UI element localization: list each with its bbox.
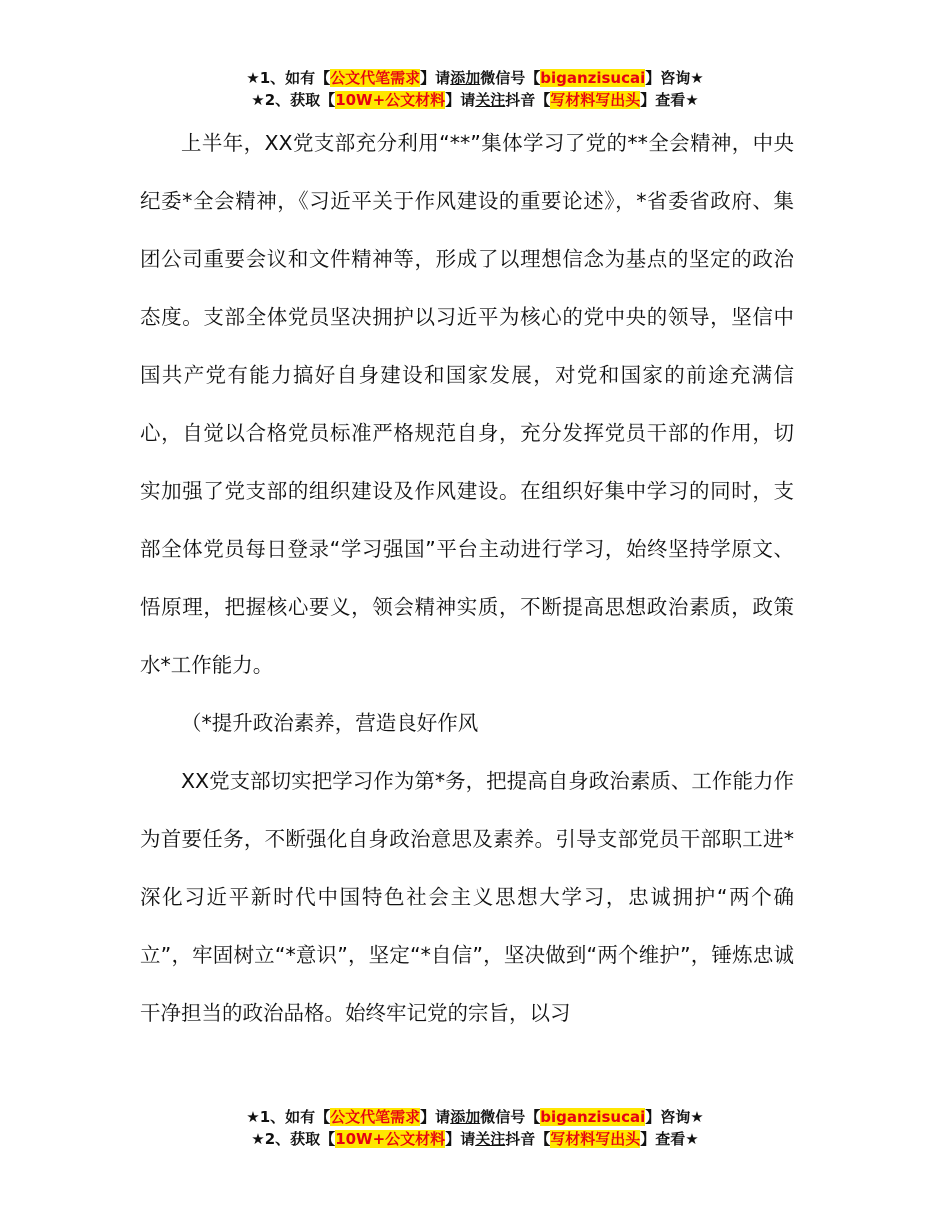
banner-highlight: 写材料写出头 [550,91,641,109]
banner-text: ★1、如有【 [246,69,331,87]
banner-line-1 [0,1106,950,1128]
banner-highlight: 公文代笔需求 [330,69,421,87]
banner-text: 微信号【 [480,1108,541,1126]
banner-text: 】请 [420,69,451,87]
banner-text: ★2、获取【 [251,1130,336,1148]
banner-text: 】请 [420,1108,451,1126]
banner-highlight: 公文代笔需求 [330,1108,421,1126]
banner-text: 抖音【 [505,91,551,109]
banner-underline: 关注 [475,91,506,109]
banner-underline: 添加 [450,1108,481,1126]
section-heading: （*提升政治素养，营造良好作风 [181,711,479,735]
banner-text: ★1、如有【 [246,1108,331,1126]
banner-line-2 [0,1128,950,1150]
banner-underline: 添加 [450,69,481,87]
banner-text: 抖音【 [505,1130,551,1148]
banner-text: 】查看★ [640,91,699,109]
banner-line-2 [0,89,950,111]
banner-highlight: biganzisucai [540,1108,646,1126]
banner-text: 】咨询★ [645,1108,704,1126]
banner-text: 】咨询★ [645,69,704,87]
header-banner [0,67,950,111]
banner-text: ★2、获取【 [251,91,336,109]
footer-banner [0,1106,950,1150]
banner-highlight: 10W+公文材料 [335,91,446,109]
banner-text: 】查看★ [640,1130,699,1148]
banner-text: 微信号【 [480,69,541,87]
document-body [140,114,794,1042]
banner-text: 】请 [445,1130,476,1148]
banner-highlight: 10W+公文材料 [335,1130,446,1148]
banner-highlight: 写材料写出头 [550,1130,641,1148]
banner-highlight: biganzisucai [540,69,646,87]
paragraph-2: XX党支部切实把学习作为第*务，把提高自身政治素质、工作能力作为首要任务，不断强化自身政治意思及素养。引导支部党员干部职工进*深化习近平新时代中国特色社会主义思想大学习，忠诚拥护“两个确立”，牢固树立“*意识”，坚定“*自信”，坚决做到“两个维护”，锤炼忠诚干净担当的政治品格。始终牢记党的宗旨，以习 [140,769,794,1025]
banner-underline: 关注 [475,1130,506,1148]
paragraph-1: 上半年，XX党支部充分利用“**”集体学习了党的**全会精神，中央纪委*全会精神，《习近平关于作风建设的重要论述》，*省委省政府、集团公司重要会议和文件精神等，形成了以理想信念为基点的坚定的政治态度。支部全体党员坚决拥护以习近平为核心的党中央的领导，坚信中国共产党有能力搞好自身建设和国家发展，对党和国家的前途充满信心，自觉以合格党员标准严格规范自身，充分发挥党员干部的作用，切实加强了党支部的组织建设及作风建设。在组织好集中学习的同时，支部全体党员每日登录“学习强国”平台主动进行学习，始终坚持学原文、悟原理，把握核心要义，领会精神实质，不断提高思想政治素质，政策水*工作能力。 [140,131,794,677]
banner-text: 】请 [445,91,476,109]
banner-line-1 [0,67,950,89]
